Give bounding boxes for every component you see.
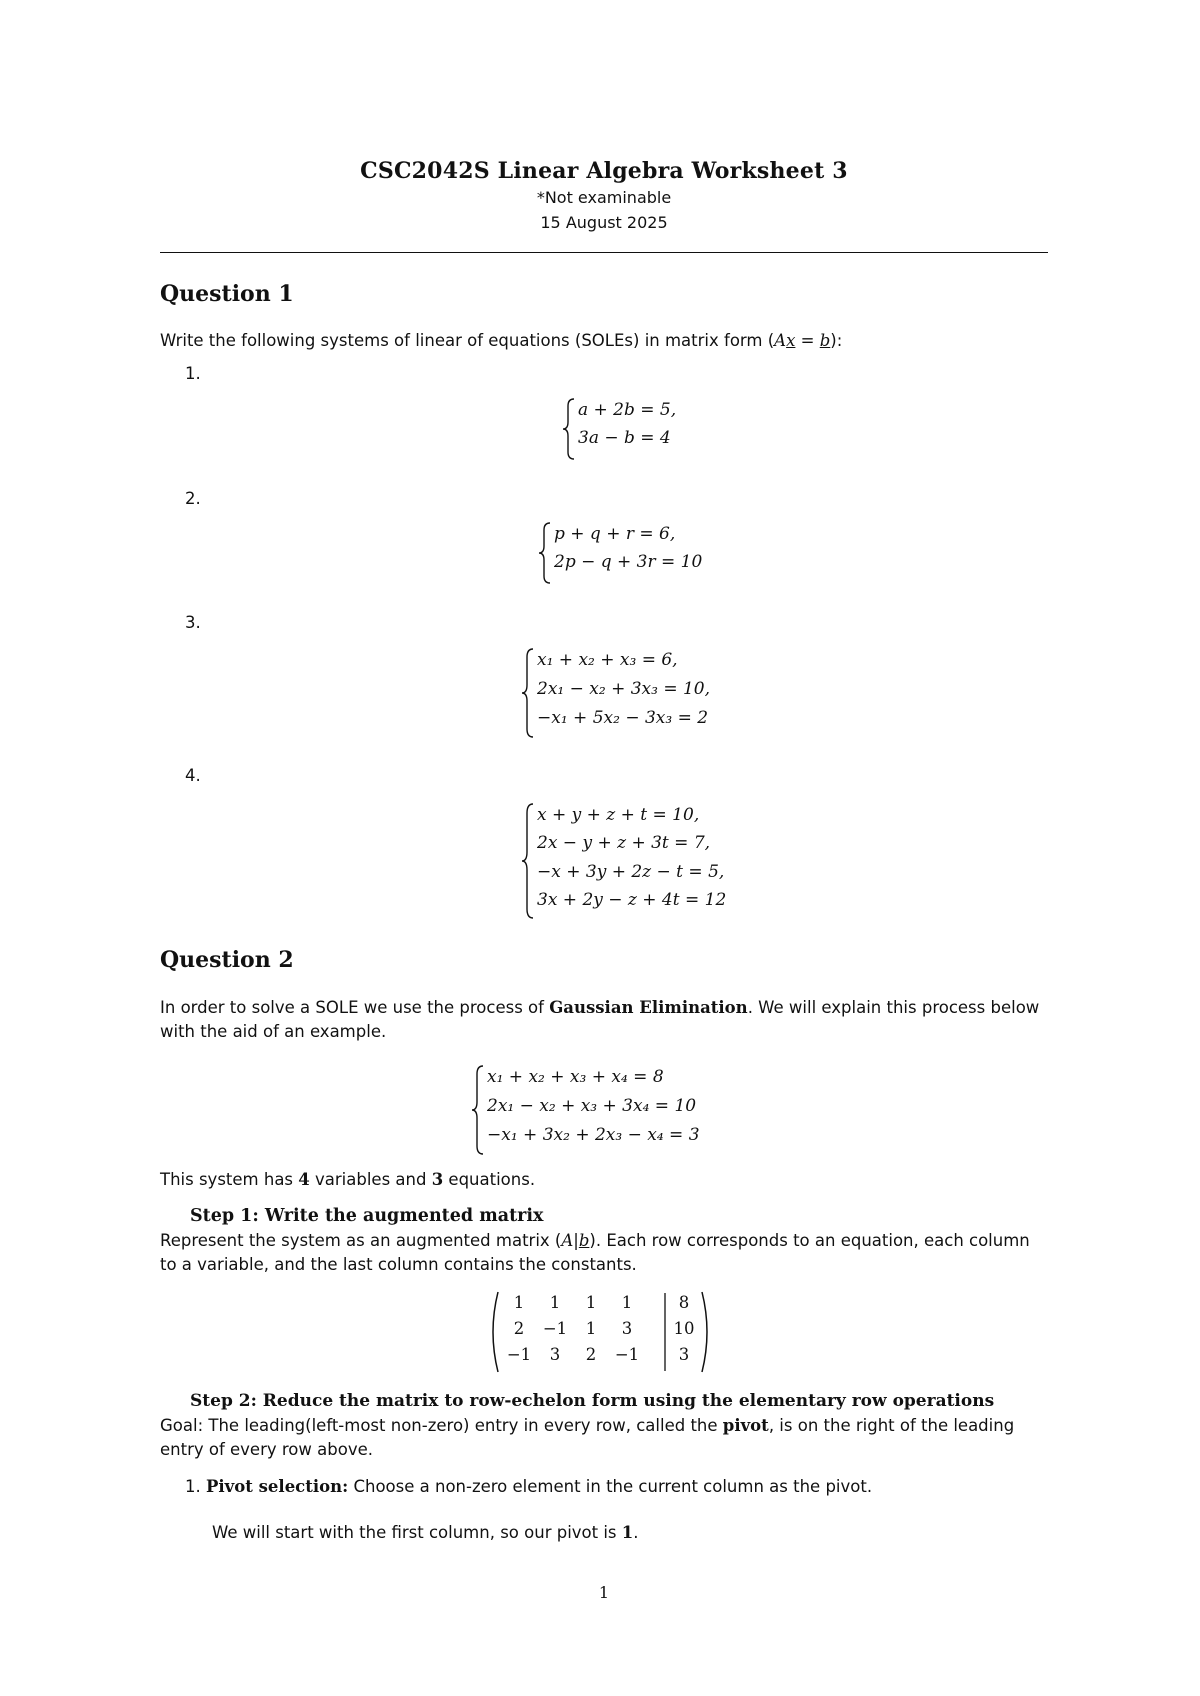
q1-system-4 — [521, 803, 821, 919]
q1-item-3-label: 3. — [185, 613, 201, 632]
matrix-cell: 1 — [513, 1293, 525, 1312]
equation: −x₁ + 3x₂ + 2x₃ − x₄ = 3 — [487, 1125, 700, 1145]
equation: −x₁ + 5x₂ − 3x₃ = 2 — [537, 708, 709, 728]
example-system — [471, 1065, 891, 1155]
left-brace-icon — [562, 398, 576, 460]
equation: 2x − y + z + 3t = 7, — [537, 833, 711, 853]
matrix-cell: 1 — [549, 1293, 561, 1312]
equation: x + y + z + t = 10, — [537, 805, 700, 825]
step-2-goal: Goal: The leading(left-most non-zero) entry in every row, called the pivot, is on the right of the leading entry of every row above. — [160, 1416, 1015, 1459]
equation: p + q + r = 6, — [554, 524, 676, 544]
title-divider — [160, 252, 1048, 253]
matrix-cell: 3 — [678, 1345, 690, 1364]
q1-system-2 — [538, 522, 798, 584]
q1-item-4-label: 4. — [185, 766, 201, 785]
matrix-cell: −1 — [614, 1345, 640, 1364]
page-number: 1 — [598, 1583, 610, 1602]
equation: 3a − b = 4 — [578, 428, 671, 448]
matrix-cell: 2 — [585, 1345, 597, 1364]
question-1-intro: Write the following systems of linear of equations (SOLEs) in matrix form (Ax = b): — [160, 331, 843, 350]
matrix-cell: 10 — [673, 1319, 695, 1338]
equation: x₁ + x₂ + x₃ + x₄ = 8 — [487, 1067, 664, 1087]
system-summary: This system has 4 variables and 3 equations. — [160, 1170, 536, 1189]
matrix-cell: 2 — [513, 1319, 525, 1338]
left-brace-icon — [521, 648, 535, 738]
q1-item-1-label: 1. — [185, 364, 201, 383]
document-title: CSC2042S Linear Algebra Worksheet 3 — [360, 158, 848, 184]
equation: 2p − q + 3r = 10 — [554, 552, 703, 572]
equation: a + 2b = 5, — [578, 400, 677, 420]
matrix-cell: 3 — [621, 1319, 633, 1338]
pivot-selection-followup: We will start with the first column, so our pivot is 1. — [212, 1523, 639, 1542]
matrix-cell: 8 — [678, 1293, 690, 1312]
equation: 3x + 2y − z + 4t = 12 — [537, 890, 727, 910]
left-brace-icon — [521, 803, 535, 919]
pivot-selection-item: 1. Pivot selection: Choose a non-zero element in the current column as the pivot. — [185, 1477, 873, 1496]
matrix-cell: 1 — [585, 1293, 597, 1312]
q1-system-1 — [562, 398, 762, 460]
equation: x₁ + x₂ + x₃ = 6, — [537, 650, 678, 670]
equation: −x + 3y + 2z − t = 5, — [537, 862, 725, 882]
matrix-cell: −1 — [542, 1319, 568, 1338]
matrix-cell: −1 — [506, 1345, 532, 1364]
not-examinable-note: *Not examinable — [536, 188, 672, 207]
equation: 2x₁ − x₂ + 3x₃ = 10, — [537, 679, 711, 699]
left-brace-icon — [471, 1065, 485, 1155]
document-date: 15 August 2025 — [540, 213, 668, 232]
equation: 2x₁ − x₂ + x₃ + 3x₄ = 10 — [487, 1096, 697, 1116]
matrix-cell: 1 — [621, 1293, 633, 1312]
question-1-heading: Question 1 — [160, 281, 294, 307]
matrix-cell: 1 — [585, 1319, 597, 1338]
question-2-intro: In order to solve a SOLE we use the process of Gaussian Elimination. We will explain this process below with the aid of an example. — [160, 998, 1040, 1041]
question-2-heading: Question 2 — [160, 947, 294, 973]
augmented-matrix — [487, 1290, 713, 1374]
q1-system-3 — [521, 648, 821, 738]
step-1-text: Represent the system as an augmented matrix (A|b). Each row corresponds to an equation, each column to a variable, and the last column contains the constants. — [160, 1231, 1030, 1274]
step-2-title: Step 2: Reduce the matrix to row-echelon form using the elementary row operations — [190, 1391, 995, 1411]
step-1-title: Step 1: Write the augmented matrix — [190, 1206, 544, 1226]
worksheet-page — [160, 0, 1048, 1696]
left-brace-icon — [538, 522, 552, 584]
matrix-cell: 3 — [549, 1345, 561, 1364]
q1-item-2-label: 2. — [185, 489, 201, 508]
